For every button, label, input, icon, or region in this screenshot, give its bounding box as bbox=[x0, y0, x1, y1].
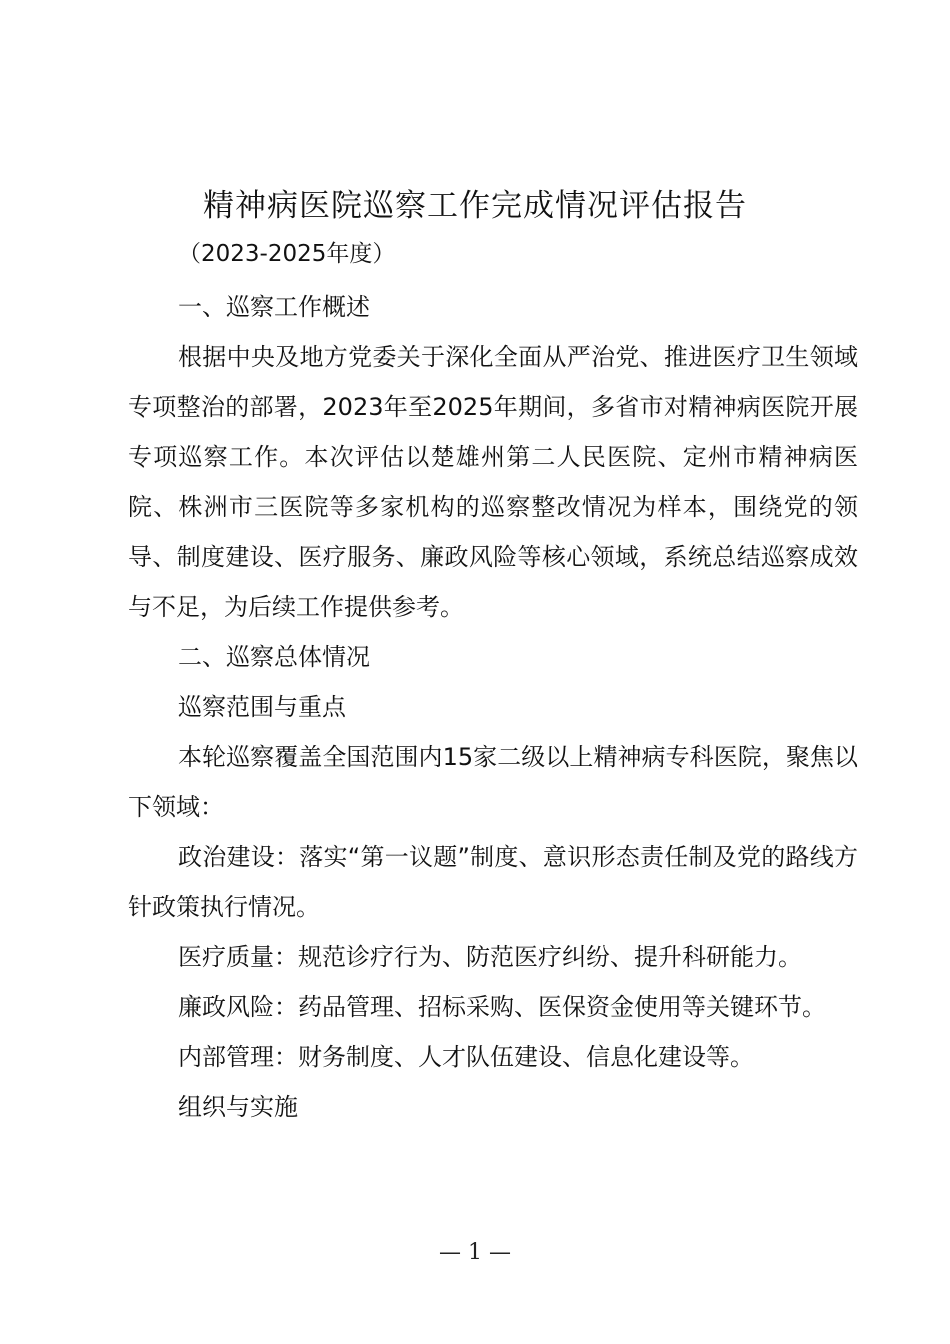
paragraph-scope: 本轮巡察覆盖全国范围内15家二级以上精神病专科医院，聚焦以下领域： bbox=[128, 743, 858, 821]
paragraph-overview: 根据中央及地方党委关于深化全面从严治党、推进医疗卫生领域专项整治的部署，2023年至2025年期间，多省市对精神病医院开展专项巡察工作。本次评估以楚雄州第二人民医院、定州市精神病医院、株洲市三医院等多家机构的巡察整改情况为样本，围绕党的领导、制度建设、医疗服务、廉政风险等核心领域，系统总结巡察成效与不足，为后续工作提供参考。 bbox=[128, 343, 858, 621]
page-number: — 1 — bbox=[439, 1240, 511, 1265]
subheading-organization: 组织与实施 bbox=[178, 1093, 298, 1121]
document-subtitle: （2023-2025年度） bbox=[178, 241, 396, 267]
item-political: 政治建设：落实“第一议题”制度、意识形态责任制及党的路线方针政策执行情况。 bbox=[128, 843, 858, 921]
section-heading-overview: 一、巡察工作概述 bbox=[178, 293, 370, 321]
section-heading-general: 二、巡察总体情况 bbox=[178, 643, 370, 671]
document-title: 精神病医院巡察工作完成情况评估报告 bbox=[203, 188, 747, 224]
subheading-scope: 巡察范围与重点 bbox=[178, 693, 346, 721]
document-body bbox=[128, 282, 858, 1132]
item-medical-quality: 医疗质量：规范诊疗行为、防范医疗纠纷、提升科研能力。 bbox=[178, 943, 802, 971]
item-integrity-risk: 廉政风险：药品管理、招标采购、医保资金使用等关键环节。 bbox=[178, 993, 826, 1021]
item-internal-management: 内部管理：财务制度、人才队伍建设、信息化建设等。 bbox=[178, 1043, 754, 1071]
